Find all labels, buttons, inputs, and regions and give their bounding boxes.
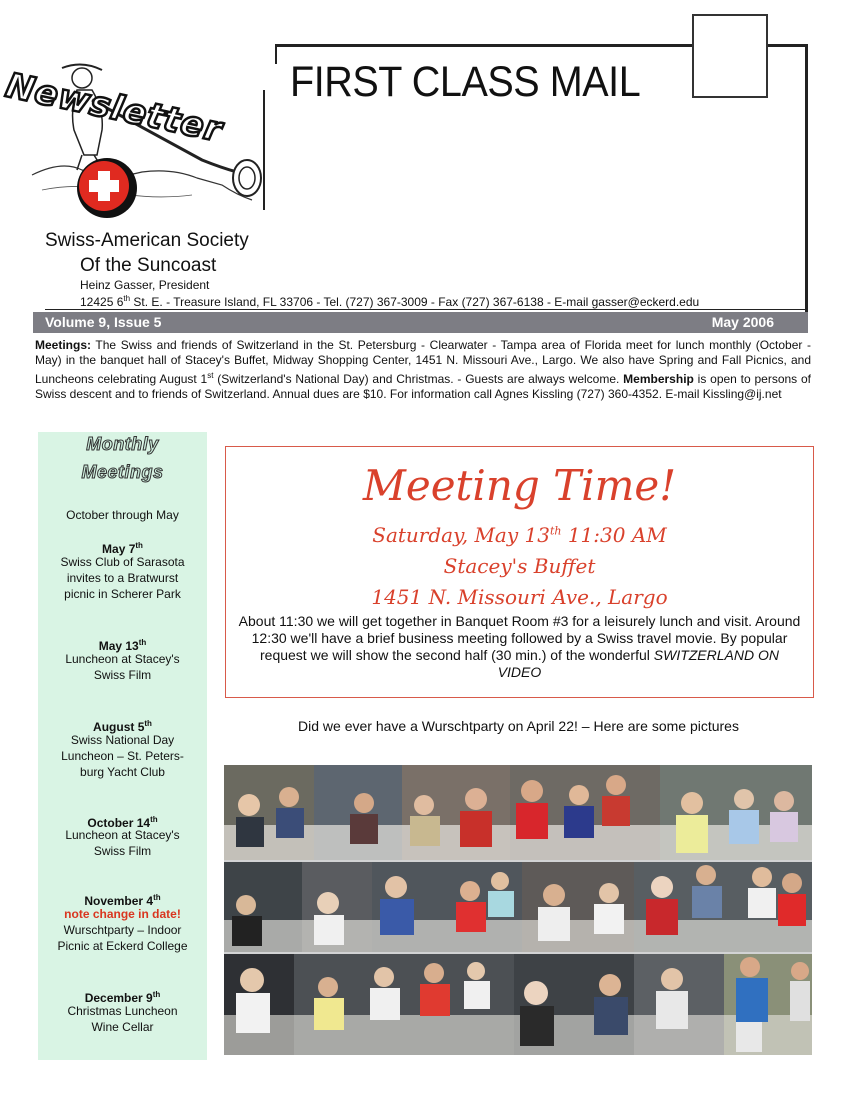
event-date: December 9th <box>84 990 161 1005</box>
meeting-place: Stacey's Buffet <box>443 554 596 578</box>
event-date: May 7th <box>102 541 143 556</box>
mail-box-bottom-border <box>45 309 808 310</box>
mail-box-left-border <box>275 44 277 64</box>
intro-paragraph: Meetings: The Swiss and friends of Switzerland in the St. Petersburg - Clearwater - Tampa area of Florida meet for lunch monthly (October - May) in the banquet hall of Stacey's Buffet, Midway Shopping Center, 1451 N. Missouri Ave., Largo. We also have Spring and Fall Picnics, and Luncheons celebrating August 1st (Switzerland's National Day) and Christmas. - Guests are always welcome. Membership is open to persons of Swiss descent and to friends of Switzerland. Annual dues are $10. For information call Agnes Kissling (727) 360-4352. E-mail Kissling@ij.net <box>35 338 811 401</box>
event-date: November 4th <box>84 893 161 908</box>
event-line: Swiss Film <box>93 844 152 858</box>
sidebar-period: October through May <box>66 508 179 522</box>
event-line: Swiss Film <box>93 668 152 682</box>
event-line: picnic in Scherer Park <box>64 587 181 601</box>
event-line: Christmas Luncheon <box>67 1004 178 1018</box>
event-line: Luncheon at Stacey's <box>65 828 180 842</box>
sidebar-title-line1: Monthly <box>86 434 159 454</box>
society-name: Swiss-American Society <box>45 230 249 251</box>
address-line: 12425 6th St. E. - Treasure Island, FL 33706 - Tel. (727) 367-3009 - Fax (727) 367-6138 - E-mail gasser@eckerd.edu <box>80 294 700 309</box>
volume-bar <box>33 312 808 333</box>
event-line: invites to a Bratwurst <box>66 571 179 585</box>
mail-box-right-border <box>805 44 808 312</box>
event-line: Luncheon at Stacey's <box>65 652 180 666</box>
event-line: Wine Cellar <box>91 1020 154 1034</box>
first-class-mail-title: FIRST CLASS MAIL <box>290 58 641 106</box>
party-photo-collage <box>224 765 812 1055</box>
monthly-meetings-sidebar <box>38 432 207 1060</box>
stamp-box <box>692 14 768 98</box>
event-date: August 5th <box>93 719 152 734</box>
event-line: burg Yacht Club <box>80 765 165 779</box>
meeting-address: 1451 N. Missouri Ave., Largo <box>371 585 668 609</box>
meeting-time-title: Meeting Time! <box>362 461 677 510</box>
president-name: Heinz Gasser, President <box>80 278 210 292</box>
newsletter-logo-text: Newsletter <box>2 65 226 151</box>
sidebar-title-line2: Meetings <box>81 462 164 482</box>
meeting-time-box <box>225 446 814 698</box>
meeting-description: About 11:30 we will get together in Banquet Room #3 for a leisurely lunch and visit. Around 12:30 we'll have a brief business meeting followed by a Swiss travel movie. By popular request we will show the second half (30 min.) of the wonderful SWITZERLAND ON VIDEO <box>238 613 801 680</box>
event-line: Wurschtparty – Indoor <box>63 923 182 937</box>
event-line: Picnic at Eckerd College <box>57 939 188 953</box>
society-subtitle: Of the Suncoast <box>80 255 217 276</box>
event-date: May 13th <box>98 638 147 653</box>
event-date: October 14th <box>87 815 158 830</box>
meeting-when: Saturday, May 13th 11:30 AM <box>372 523 667 547</box>
event-line: Swiss Club of Sarasota <box>60 555 185 569</box>
volume-issue: Volume 9, Issue 5 <box>45 314 162 330</box>
event-line: Luncheon – St. Peters- <box>61 749 184 763</box>
logo-divider <box>263 90 265 210</box>
event-line: Swiss National Day <box>70 733 175 747</box>
date-change-note: note change in date! <box>64 907 181 921</box>
photo-caption: Did we ever have a Wurschtparty on April 22! – Here are some pictures <box>298 718 739 734</box>
issue-date: May 2006 <box>711 314 774 330</box>
